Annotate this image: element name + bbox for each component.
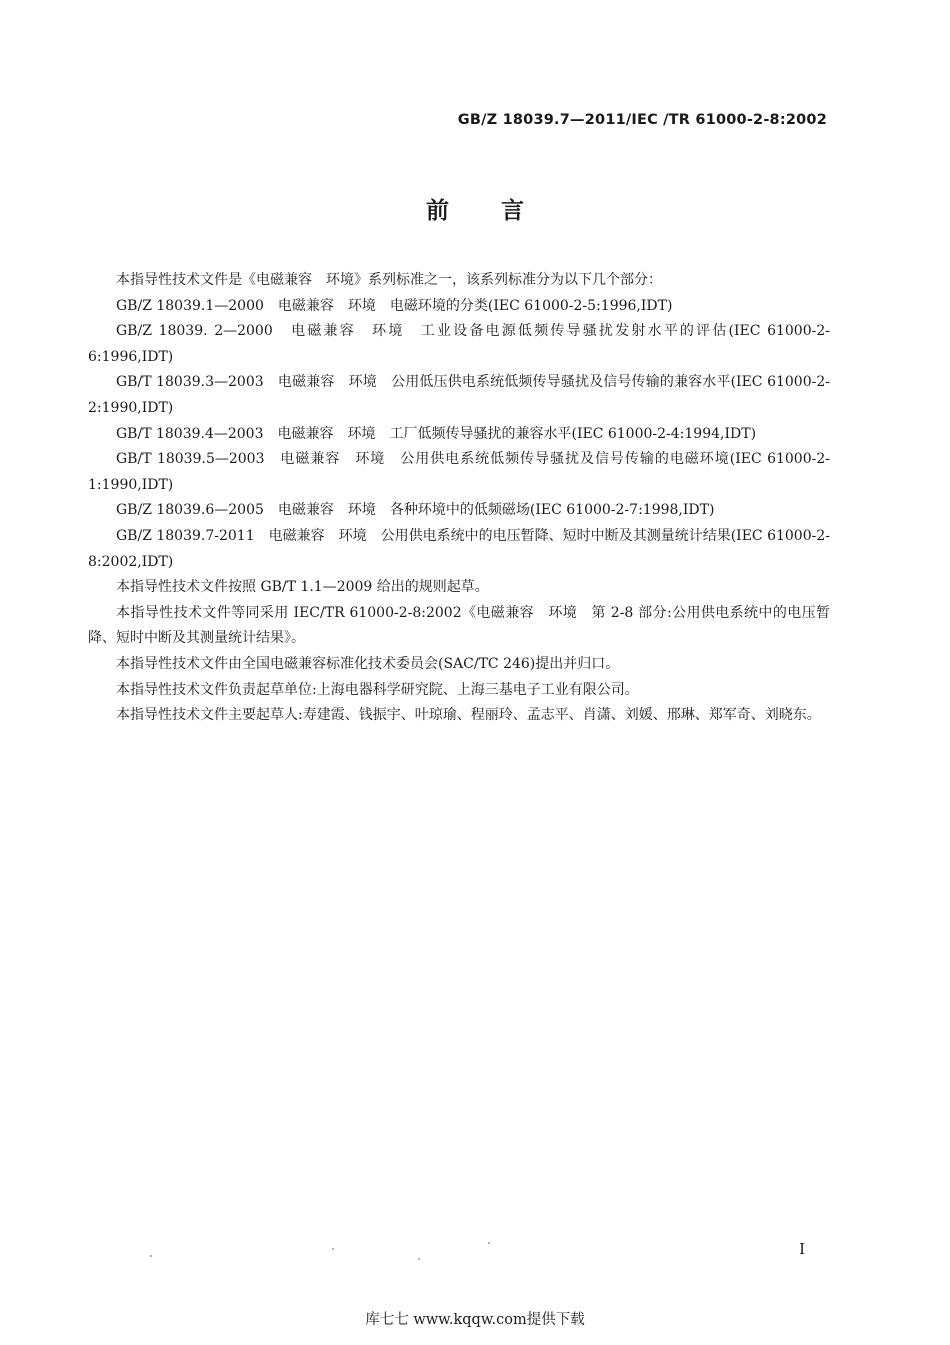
paragraph-drafting-rules: 本指导性技术文件按照 GB/T 1.1—2009 给出的规则起草。 [116,579,489,596]
paragraph-adoption: 本指导性技术文件等同采用 IEC/TR 61000-2-8:2002《电磁兼容 环境 第 2-8 部分:公用供电系统中的电压暂降、短时中断及其测量统计结果》。 [88,604,830,647]
paragraph-committee: 本指导性技术文件由全国电磁兼容标准化技术委员会(SAC/TC 246)提出并归口。 [116,655,620,672]
scan-speck [150,1255,152,1257]
preface-body [88,268,830,729]
paragraph-standard-3: GB/T 18039.3—2003 电磁兼容 环境 公用低压供电系统低频传导骚扰及信号传输的兼容水平(IEC 61000-2-2:1990,IDT) [88,374,830,416]
scan-speck [332,1248,334,1250]
page-title: 前言 [426,198,576,224]
scan-speck [418,1258,420,1260]
paragraph-drafting-units: 本指导性技术文件负责起草单位:上海电器科学研究院、上海三基电子工业有限公司。 [116,681,639,698]
paragraph-drafters: 本指导性技术文件主要起草人:寿建霞、钱振宇、叶琼瑜、程丽玲、孟志平、肖潇、刘媛、邢琳、郑军奇、刘晓东。 [116,707,821,724]
scan-speck [488,1242,490,1244]
page-number: I [799,1240,805,1258]
paragraph-standard-5: GB/T 18039.5—2003 电磁兼容 环境 公用供电系统低频传导骚扰及信号传输的电磁环境(IEC 61000-2-1:1990,IDT) [88,451,830,493]
paragraph-standard-6: GB/Z 18039.6—2005 电磁兼容 环境 各种环境中的低频磁场(IEC 61000-2-7:1998,IDT) [116,502,715,519]
paragraph-standard-1: GB/Z 18039.1—2000 电磁兼容 环境 电磁环境的分类(IEC 61000-2-5:1996,IDT) [116,297,673,314]
paragraph-standard-4: GB/T 18039.4—2003 电磁兼容 环境 工厂低频传导骚扰的兼容水平(IEC 61000-2-4:1994,IDT) [116,425,757,442]
paragraph-standard-2: GB/Z 18039. 2—2000 电磁兼容 环境 工业设备电源低频传导骚扰发射水平的评估(IEC 61000-2-6:1996,IDT) [88,323,830,365]
paragraph-standard-7: GB/Z 18039.7-2011 电磁兼容 环境 公用供电系统中的电压暂降、短时中断及其测量统计结果(IEC 61000-2-8:2002,IDT) [88,527,830,570]
standard-code-header: GB/Z 18039.7—2011/IEC /TR 61000-2-8:2002 [457,112,827,128]
paragraph-intro: 本指导性技术文件是《电磁兼容 环境》系列标准之一，该系列标准分为以下几个部分： [116,272,662,288]
download-watermark: 库七七 www.kqqw.com提供下载 [365,1312,585,1328]
